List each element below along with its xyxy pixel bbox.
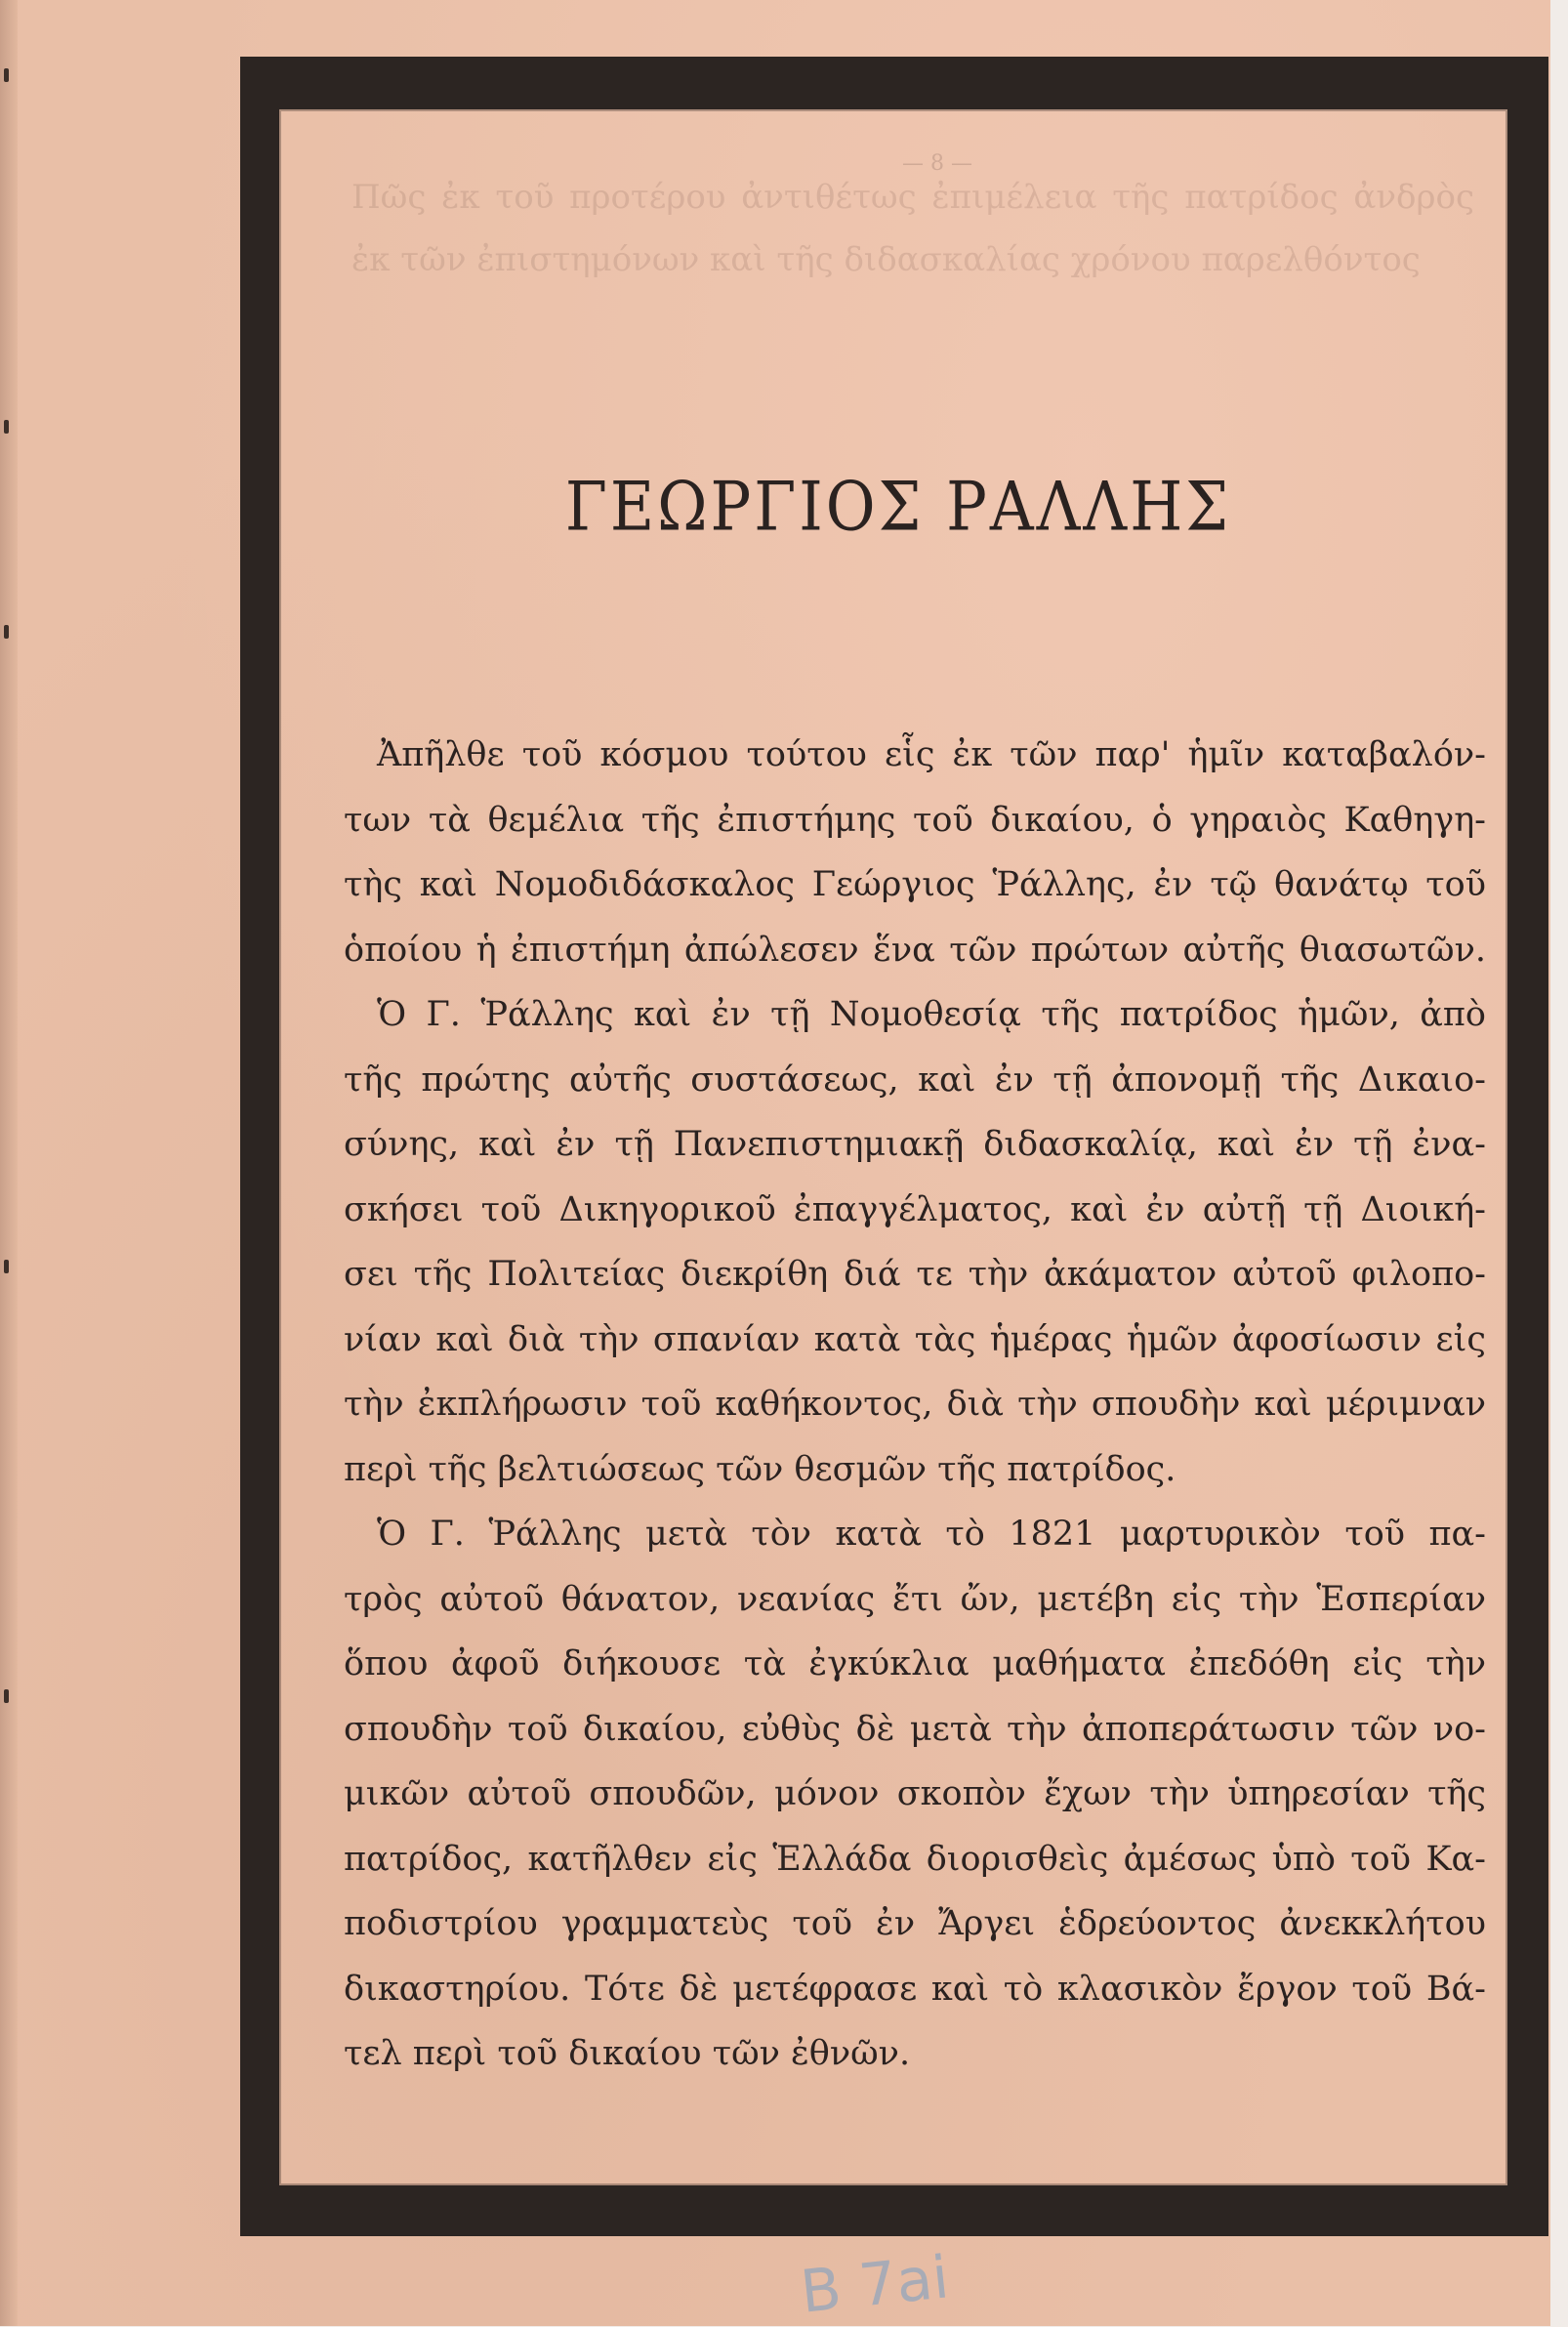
text-line: τὴς καὶ Νομοδιδάσκαλος Γεώργιος Ῥάλλης, ἐν τῷ θανάτῳ τοῦ — [344, 865, 1486, 904]
paragraph-3 — [344, 1502, 1486, 2087]
obituary-body — [344, 723, 1486, 2087]
pencil-annotation: B 7ai — [797, 2243, 953, 2327]
text-line: ὁποίου ἡ ἐπιστήμη ἀπώλεσεν ἕνα τῶν πρώτων αὐτῆς θιασωτῶν. — [344, 930, 1486, 970]
text-line: σκήσει τοῦ Δικηγορικοῦ ἐπαγγέλματος, καὶ ἐν αὐτῇ τῇ Διοική- — [344, 1189, 1486, 1229]
text-line: μικῶν αὐτοῦ σπουδῶν, μόνον σκοπὸν ἔχων τὴν ὑπηρεσίαν τῆς — [344, 1774, 1486, 1813]
text-line: περὶ τῆς βελτιώσεως τῶν θεσμῶν τῆς πατρίδος. — [344, 1449, 1176, 1489]
text-line: σει τῆς Πολιτείας διεκρίθη διά τε τὴν ἀκάματον αὐτοῦ φιλοπο- — [344, 1255, 1486, 1294]
stitch-mark — [4, 1689, 9, 1703]
stitch-mark — [4, 1260, 9, 1273]
text-line: τῆς πρώτης αὐτῆς συστάσεως, καὶ ἐν τῇ ἀπονομῇ τῆς Δικαιο- — [344, 1060, 1486, 1100]
text-line: πατρίδος, κατῆλθεν εἰς Ἑλλάδα διορισθεὶς ἀμέσως ὑπὸ τοῦ Κα- — [344, 1839, 1486, 1879]
text-line: ὅπου ἀφοῦ διήκουσε τὰ ἐγκύκλια μαθήματα ἐπεδόθη εἰς τὴν — [344, 1644, 1486, 1683]
text-line: νίαν καὶ διὰ τὴν σπανίαν κατὰ τὰς ἡμέρας ἡμῶν ἀφοσίωσιν εἰς — [344, 1319, 1486, 1359]
text-line: τρὸς αὐτοῦ θάνατον, νεανίας ἔτι ὤν, μετέβη εἰς τὴν Ἑσπερίαν — [344, 1579, 1486, 1619]
text-line: Ἀπῆλθε τοῦ κόσμου τούτου εἷς ἐκ τῶν παρ' ἡμῖν καταβαλόν- — [377, 735, 1486, 774]
page-title: ΓΕΩΡΓΙΟΣ ΡΑΛΛΗΣ — [564, 466, 1232, 546]
stitch-mark — [4, 420, 9, 434]
stitch-mark — [4, 625, 9, 639]
text-line: σύνης, καὶ ἐν τῇ Πανεπιστημιακῇ διδασκαλίᾳ, καὶ ἐν τῇ ἐνα- — [344, 1125, 1486, 1164]
text-line: ποδιστρίου γραμματεὺς τοῦ ἐν Ἄργει ἑδρεύοντος ἀνεκκλήτου — [344, 1904, 1486, 1943]
binding-edge — [0, 0, 18, 2326]
text-line: Ὁ Γ. Ῥάλλης καὶ ἐν τῇ Νομοθεσίᾳ τῆς πατρίδος ἡμῶν, ἀπὸ — [377, 995, 1486, 1034]
paragraph-1 — [344, 723, 1486, 982]
text-line: Ὁ Γ. Ῥάλλης μετὰ τὸν κατὰ τὸ 1821 μαρτυρικὸν τοῦ πα- — [377, 1515, 1486, 1554]
text-line: σπουδὴν τοῦ δικαίου, εὐθὺς δὲ μετὰ τὴν ἀποπεράτωσιν τῶν νο- — [344, 1709, 1486, 1749]
paragraph-2 — [344, 982, 1486, 1502]
show-through-text: Πῶς ἐκ τοῦ προτέρου ἀντιθέτως ἐπιμέλεια τῆς πατρίδος ἀνδρὸς ἐκ τῶν ἐπιστημόνων καὶ τῆς διδασκαλίας χρόνου παρελθόντος — [351, 178, 1474, 279]
page-number-showthrough: — 8 — — [902, 151, 972, 176]
text-line: των τὰ θεμέλια τῆς ἐπιστήμης τοῦ δικαίου, ὁ γηραιὸς Καθηγη- — [344, 800, 1486, 840]
text-line: τὴν ἐκπλήρωσιν τοῦ καθήκοντος, διὰ τὴν σπουδὴν καὶ μέριμναν — [344, 1385, 1486, 1424]
text-line: δικαστηρίου. Τότε δὲ μετέφρασε καὶ τὸ κλασικὸν ἔργον τοῦ Βά- — [344, 1969, 1486, 2009]
text-line: τελ περὶ τοῦ δικαίου τῶν ἐθνῶν. — [344, 2034, 911, 2073]
stitch-mark — [4, 68, 9, 82]
